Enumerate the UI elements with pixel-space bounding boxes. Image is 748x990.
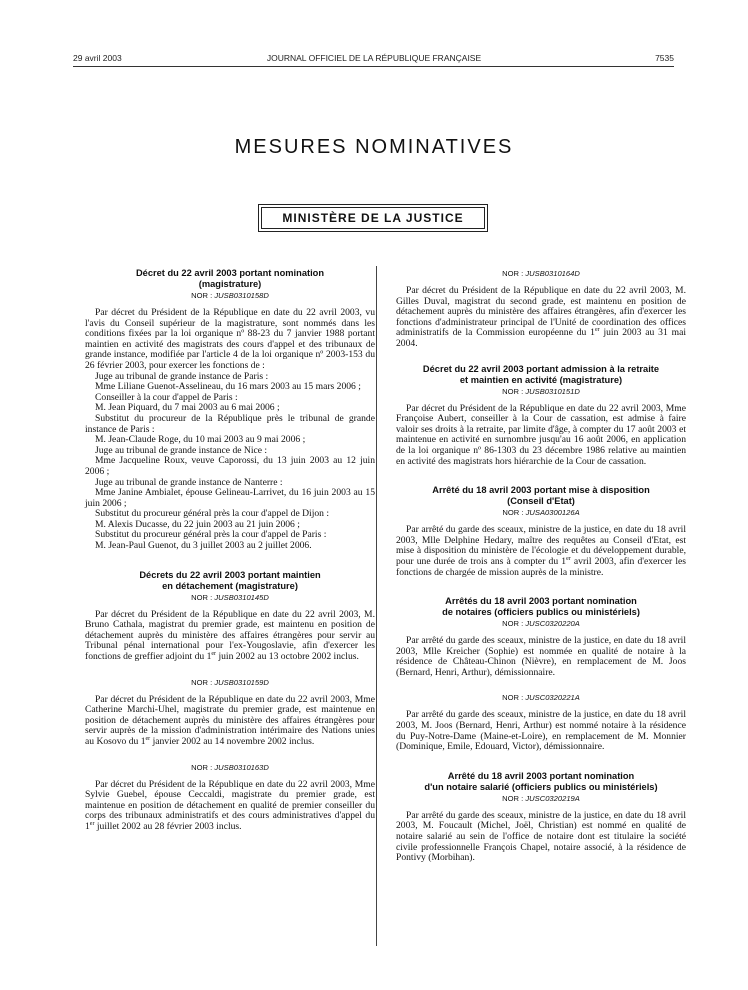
- paragraph: Par arrêté du garde des sceaux, ministre de la justice, en date du 18 avril 2003, Mlle Kreicher (Sophie) est nommée en qualité de notaire à la résidence de Château-Chinon (Nièvre), en remplacement de M. Joos (Bernard, Henri, Arthur), démissionnaire.: [396, 635, 686, 678]
- list-item: M. Alexis Ducasse, du 22 juin 2003 au 21 juin 2006 ;: [95, 518, 300, 530]
- nor-label: NOR :: [502, 508, 524, 518]
- paragraph-text: avril 2003, afin d'exercer les fonctions de chargée de mission auprès de la ministre.: [396, 555, 687, 578]
- nor-value: JUSC0320219A: [525, 793, 580, 803]
- nor-value: JUSC0320221A: [525, 693, 580, 703]
- paragraph: Par décret du Président de la République en date du 22 avril 2003, Mme Françoise Aubert, conseiller à la Cour de cassation, est admise à faire valoir ses droits à la retraite, par limite d'âge, à compter du 17 août 2003 et maintenue en activité en surnombre jusqu'au 16 août 2006, en application de la loi organique nº 86-1303 du 23 décembre 1986 relative au maintien en activité des magistrats hors hiérarchie de la Cour de cassation.: [396, 402, 686, 467]
- section-subtitle: de notaires (officiers publics ou ministériels): [442, 607, 640, 618]
- paragraph-text: juillet 2002 au 28 février 2003 inclus.: [94, 820, 242, 832]
- list-item: Juge au tribunal de grande instance de Nice :: [95, 444, 268, 456]
- list-item: M. Jean Piquard, du 7 mai 2003 au 6 mai 2006 ;: [95, 402, 280, 414]
- list-item: Mme Jacqueline Roux, veuve Caporossi, du 13 juin 2003 au 12 juin 2006 ;: [85, 455, 375, 477]
- nor-reference: [85, 763, 375, 773]
- nor-reference: [396, 387, 686, 397]
- section-title: Arrêtés du 18 avril 2003 portant nomination: [445, 596, 637, 607]
- left-column: [85, 268, 375, 833]
- list-item: Substitut du procureur de la République près le tribunal de grande instance de Paris :: [85, 412, 375, 435]
- section-decret-nomination: [85, 268, 375, 552]
- list-item: Substitut du procureur général près la cour d'appel de Paris :: [95, 529, 327, 541]
- nor-value: JUSB0310145D: [214, 592, 269, 602]
- paragraph-text: janvier 2002 au 14 novembre 2002 inclus.: [150, 736, 315, 747]
- paragraph-text: Par décret du Président de la République en date du 22 avril 2003, M. Gilles Duval, magistrat du second grade, est maintenu en position de détachement auprès du ministère des affaires étrangères, afin d'exercer les fonctions d'administrateur principal de l'Unité de coordination des offices administratifs de la Commission européenne du 1: [396, 285, 686, 339]
- superscript: er: [89, 820, 95, 827]
- list-item: M. Jean-Claude Roge, du 10 mai 2003 au 9 mai 2006 ;: [95, 434, 306, 446]
- nor-label: NOR :: [502, 386, 524, 396]
- nor-value: JUSA0300126A: [525, 508, 580, 518]
- nor-reference: [396, 508, 686, 518]
- nor-label: NOR :: [191, 677, 213, 687]
- header-rule: [73, 66, 674, 67]
- nor-label: NOR :: [502, 693, 524, 703]
- header-date: 29 avril 2003: [73, 53, 122, 63]
- paragraph: [85, 610, 375, 663]
- superscript: er: [566, 555, 571, 562]
- list-item: Mme Janine Ambialet, épouse Gelineau-Larrivet, du 16 juin 2003 au 15 juin 2006 ;: [85, 487, 375, 509]
- list-item: Juge au tribunal de grande instance de Nanterre :: [95, 476, 283, 488]
- section-detachement-3: [85, 763, 375, 833]
- nor-reference: [396, 794, 686, 804]
- paragraph: [396, 525, 686, 578]
- section-mise-a-disposition: [396, 485, 686, 578]
- section-title: Décret du 22 avril 2003 portant nomination: [135, 268, 325, 278]
- nor-value: JUSB0310151D: [525, 386, 580, 396]
- superscript: er: [145, 735, 151, 742]
- section-detachement-duval: [396, 269, 686, 350]
- nor-label: NOR :: [191, 291, 213, 300]
- section-subtitle: et maintien en activité (magistrature): [459, 374, 623, 385]
- superscript: er: [211, 650, 217, 657]
- paragraph-text: juin 2002 au 13 octobre 2002 inclus.: [216, 651, 359, 663]
- nor-value: JUSB0310158D: [214, 291, 269, 300]
- nor-value: JUSC0320220A: [525, 619, 580, 629]
- section-title: Arrêté du 18 avril 2003 portant mise à disposition: [432, 485, 650, 496]
- nor-reference: [396, 693, 686, 703]
- nor-label: NOR :: [191, 592, 213, 602]
- section-subtitle: (Conseil d'Etat): [507, 496, 575, 507]
- section-notaire-salarie: [396, 771, 686, 864]
- nor-label: NOR :: [191, 762, 213, 772]
- paragraph: Par arrêté du garde des sceaux, ministre de la justice, en date du 18 avril 2003, M. Joos (Bernard, Henri, Arthur) est nommé notaire à la résidence du Puy-Notre-Dame (Maine-et-Loire), en remplacement de M. Monnier (Dominique, Emile, Edouard, Victor), démissionnaire.: [396, 709, 686, 753]
- nor-reference: [85, 678, 375, 688]
- ministry-title: MINISTÈRE DE LA JUSTICE: [261, 207, 485, 229]
- section-notaires: [396, 596, 686, 678]
- nor-reference: [85, 291, 375, 301]
- ministry-box: [258, 204, 488, 232]
- list-item: Juge au tribunal de grande instance de Paris :: [95, 370, 269, 382]
- paragraph: [85, 695, 375, 748]
- section-subtitle: (magistrature): [198, 279, 262, 289]
- column-divider: [376, 266, 377, 946]
- paragraph: Par arrêté du garde des sceaux, ministre de la justice, en date du 18 avril 2003, M. Foucault (Michel, Joël, Christian) est nommé en qualité de notaire salarié au sein de l'office de notaire dont est titulaire la société civile professionnelle François Chapel, notaire associé, à la résidence de Pontivy (Morbihan).: [396, 809, 686, 864]
- paragraph: [85, 780, 375, 833]
- paragraph-text: juin 2003 au 31 mai 2004.: [396, 327, 686, 349]
- paragraph-text: Par décret du Président de la République en date du 22 avril 2003, Mme Sylvie Guebel, épouse Ceccaldi, magistrate du premier grade, est maintenue en position de détachement en qualité de premier conseiller du corps des tribunaux administratifs et des cours administratives d'appel du 1: [85, 778, 375, 832]
- section-title: Décrets du 22 avril 2003 portant maintien: [139, 569, 321, 580]
- nor-value: JUSB0310159D: [214, 677, 269, 687]
- section-notaire-joos: [396, 693, 686, 752]
- paragraph-text: Par décret du Président de la République en date du 22 avril 2003, Mme Catherine Marchi-Uhel, magistrate du premier grade, est maintenue en position de détachement auprès du ministère des affaires étrangères pour servir auprès de la mission d'administration intérimaire des Nations unies au Kosovo du 1: [85, 693, 375, 747]
- header-page-number: 7535: [655, 53, 674, 63]
- section-detachement-2: [85, 678, 375, 748]
- paragraph: Par décret du Président de la République en date du 22 avril 2003, vu l'avis du Conseil supérieur de la magistrature, sont nommés dans les conditions fixées par la loi organique nº 88-23 du 7 janvier 1988 portant maintien en activité des magistrats des cours d'appel et des tribunaux de grande instance, modifiée par l'article 4 de la loi organique nº 2003-153 du 26 février 2003, pour exercer les fonctions de :: [85, 307, 375, 371]
- nor-label: NOR :: [502, 269, 524, 278]
- section-subtitle: d'un notaire salarié (officiers publics ou ministériels): [424, 781, 658, 792]
- list-item: Conseiller à la cour d'appel de Paris :: [95, 391, 238, 403]
- paragraph-text: Par décret du Président de la République en date du 22 avril 2003, M. Bruno Cathala, magistrat du premier grade, est maintenu en position de détachement auprès du ministère des affaires étrangères pour servir au Tribunal pénal international pour l'ex-Yougoslavie, afin d'exercer les fonctions de greffier adjoint du 1: [85, 608, 375, 663]
- list-item: Substitut du procureur général près la cour d'appel de Dijon :: [95, 508, 330, 520]
- section-subtitle: en détachement (magistrature): [162, 580, 298, 591]
- nor-value: JUSB0310163D: [214, 762, 269, 772]
- nor-reference: [85, 593, 375, 603]
- paragraph-text: Par arrêté du garde des sceaux, ministre de la justice, en date du 18 avril 2003, Mlle Delphine Hedary, maître des requêtes au Conseil d'Etat, est mise à disposition du ministère de l'écologie et du développement durable, pour une durée de trois ans à compter du 1: [396, 524, 686, 567]
- nor-value: JUSB0310164D: [525, 269, 580, 278]
- section-title: Décret du 22 avril 2003 portant admission à la retraite: [422, 363, 660, 374]
- list-item: M. Jean-Paul Guenot, du 3 juillet 2003 au 2 juillet 2006.: [95, 540, 312, 552]
- section-decrets-detachement: [85, 570, 375, 663]
- page-title: MESURES NOMINATIVES: [234, 136, 514, 158]
- superscript: er: [594, 327, 600, 334]
- nor-reference: [396, 619, 686, 629]
- nor-label: NOR :: [502, 619, 524, 629]
- nor-reference: [396, 269, 686, 279]
- section-retraite: [396, 364, 686, 468]
- section-title: Arrêté du 18 avril 2003 portant nomination: [447, 770, 635, 781]
- list-item: Mme Liliane Guenot-Asselineau, du 16 mars 2003 au 15 mars 2006 ;: [95, 381, 361, 393]
- paragraph: [396, 286, 686, 350]
- right-column: [396, 268, 686, 864]
- nor-label: NOR :: [502, 793, 524, 803]
- header-journal-title: JOURNAL OFFICIEL DE LA RÉPUBLIQUE FRANÇAISE: [266, 53, 482, 63]
